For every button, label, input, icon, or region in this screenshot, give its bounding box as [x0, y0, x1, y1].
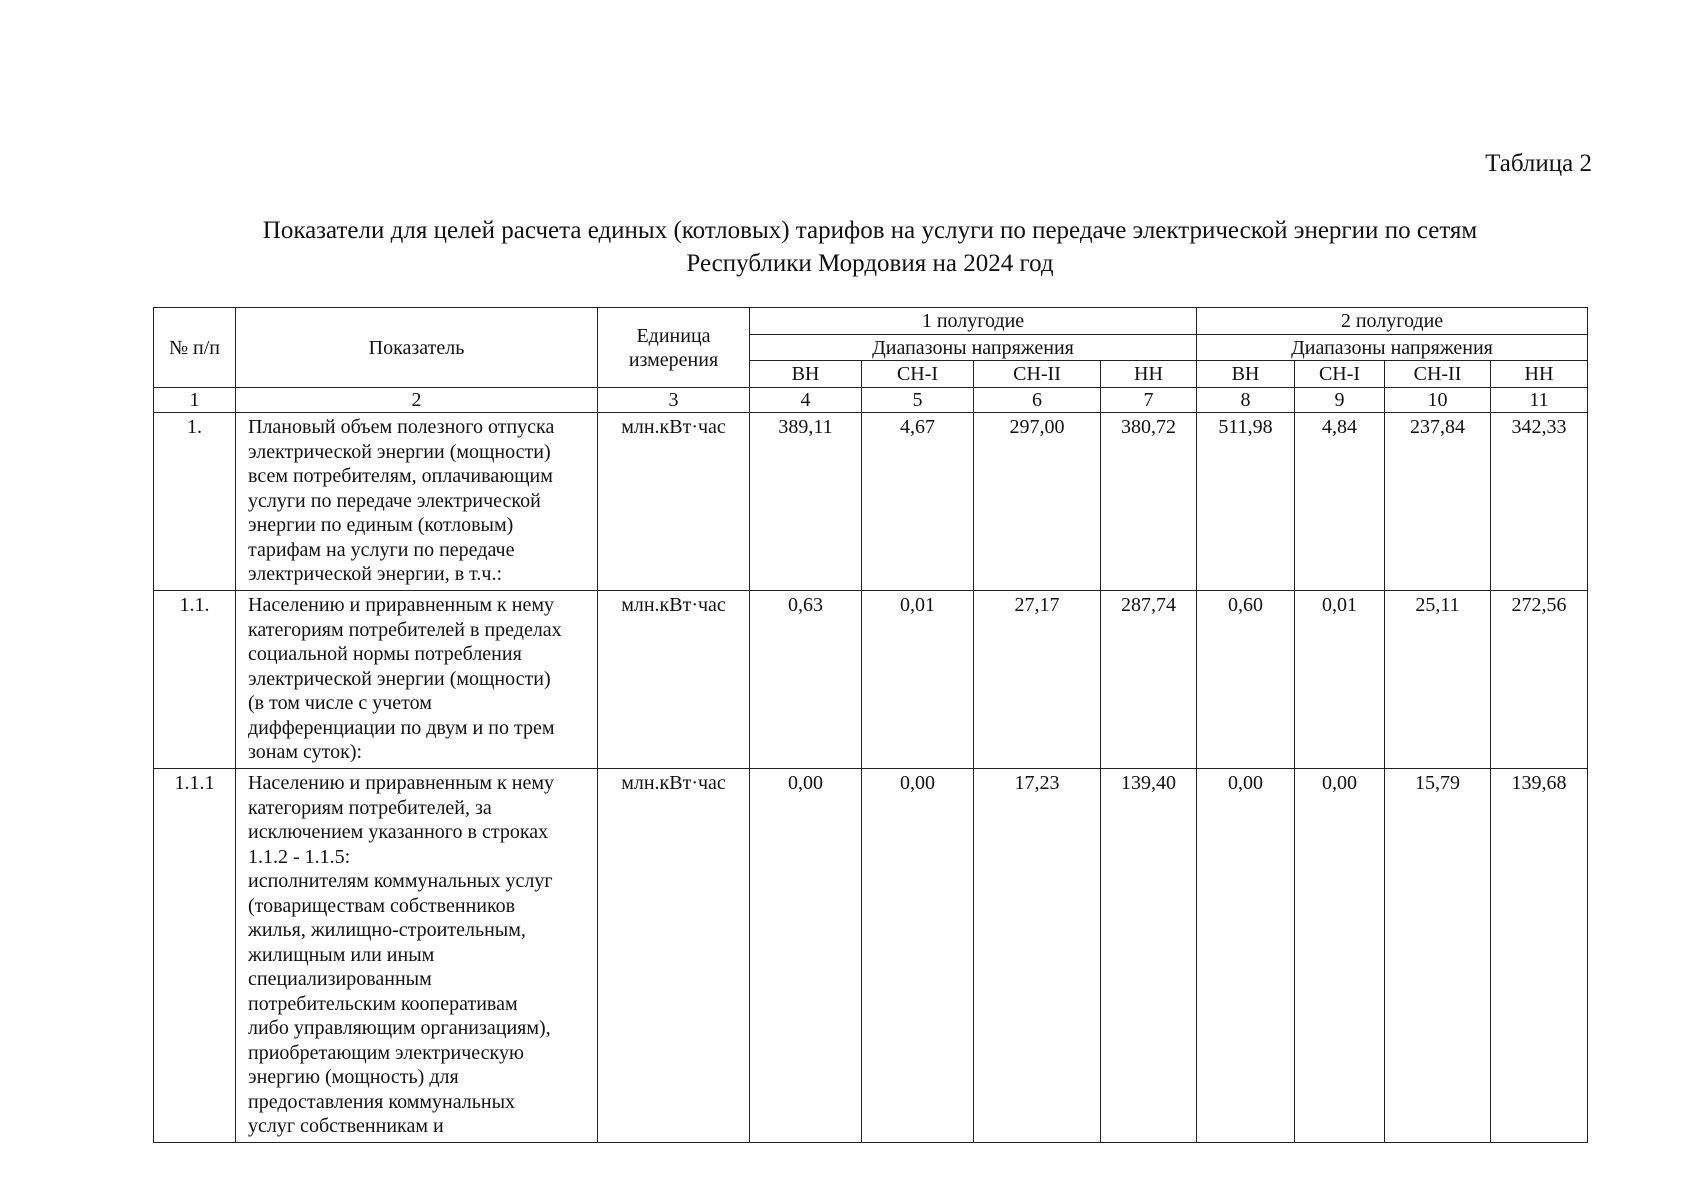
description-line: предоставления коммунальных: [248, 1090, 516, 1113]
description-line: жилья, жилищно-строительным,: [248, 919, 526, 941]
value-h1-sn1: 4,67: [862, 413, 974, 591]
row-unit: млн.кВт·час: [598, 413, 750, 591]
description-line: зонам суток):: [248, 741, 363, 763]
table-label: Таблица 2: [1485, 150, 1592, 177]
row-description: [236, 413, 598, 591]
header-level-sn2-2: СН-II: [1385, 361, 1491, 388]
description-line: социальной нормы потребления: [248, 643, 522, 665]
description-line: энергии по единым (котловым): [248, 514, 514, 536]
row-number: 1.1.: [154, 591, 236, 769]
value-h2-sn1: 0,00: [1295, 769, 1385, 1143]
row-unit: млн.кВт·час: [598, 591, 750, 769]
description-line: исключением указанного в строках: [248, 821, 549, 843]
header-col-unit: Единица измерения: [598, 308, 750, 388]
description-line: электрической энергии (мощности): [248, 667, 551, 690]
column-number: 10: [1385, 388, 1491, 413]
tariff-indicators-table: [153, 307, 1588, 1143]
value-h2-vn: 511,98: [1197, 413, 1295, 591]
row-number: 1.1.1: [154, 769, 236, 1143]
description-line: энергию (мощность) для: [248, 1066, 459, 1088]
column-number: 4: [750, 388, 862, 413]
description-line: 1.1.2 - 1.1.5:: [248, 845, 351, 868]
description-line: специализированным: [248, 968, 432, 990]
column-number: 7: [1101, 388, 1197, 413]
row-unit: млн.кВт·час: [598, 769, 750, 1143]
value-h1-vn: 389,11: [750, 413, 862, 591]
column-numbers-row: [154, 388, 1588, 413]
column-number: 5: [862, 388, 974, 413]
document-title-line-2: Республики Мордовия на 2024 год: [686, 250, 1054, 277]
header-voltage-ranges-1: Диапазоны напряжения: [750, 335, 1197, 361]
value-h1-sn1: 0,00: [862, 769, 974, 1143]
column-number: 3: [598, 388, 750, 413]
value-h1-vn: 0,63: [750, 591, 862, 769]
column-number: 8: [1197, 388, 1295, 413]
value-h1-nn: 287,74: [1101, 591, 1197, 769]
description-line: электрической энергии, в т.ч.:: [248, 563, 503, 585]
description-line: (в том числе с учетом: [248, 692, 432, 714]
value-h1-sn2: 27,17: [974, 591, 1101, 769]
value-h2-sn1: 0,01: [1295, 591, 1385, 769]
value-h1-sn2: 297,00: [974, 413, 1101, 591]
description-line: приобретающим электрическую: [248, 1041, 524, 1064]
description-line: жилищным или иным: [248, 943, 435, 966]
description-line: тарифам на услуги по передаче: [248, 538, 515, 561]
column-number: 9: [1295, 388, 1385, 413]
document-title: [150, 214, 1590, 280]
value-h2-nn: 139,68: [1491, 769, 1588, 1143]
description-line: Плановый объем полезного отпуска: [248, 416, 555, 438]
description-line: электрической энергии (мощности): [248, 440, 551, 463]
description-line: либо управляющим организациям),: [248, 1017, 551, 1039]
description-line: всем потребителям, оплачивающим: [248, 465, 553, 487]
value-h2-nn: 272,56: [1491, 591, 1588, 769]
value-h2-sn2: 15,79: [1385, 769, 1491, 1143]
row-description: [236, 591, 598, 769]
value-h1-vn: 0,00: [750, 769, 862, 1143]
value-h1-nn: 380,72: [1101, 413, 1197, 591]
description-line: исполнителям коммунальных услуг: [248, 870, 553, 892]
row-description: [236, 769, 598, 1143]
description-line: категориям потребителей, за: [248, 796, 492, 819]
description-line: (товариществам собственников: [248, 894, 516, 917]
column-number: 2: [236, 388, 598, 413]
value-h2-sn1: 4,84: [1295, 413, 1385, 591]
table-row: [154, 769, 1588, 1143]
value-h2-sn2: 25,11: [1385, 591, 1491, 769]
table-row: [154, 591, 1588, 769]
value-h2-nn: 342,33: [1491, 413, 1588, 591]
description-line: Населению и приравненным к нему: [248, 594, 554, 616]
value-h2-vn: 0,60: [1197, 591, 1295, 769]
header-level-sn2-1: СН-II: [974, 361, 1101, 388]
column-number: 1: [154, 388, 236, 413]
description-line: услуги по передаче электрической: [248, 489, 541, 512]
header-level-nn-1: НН: [1101, 361, 1197, 388]
column-number: 6: [974, 388, 1101, 413]
header-col-indicator: Показатель: [236, 308, 598, 388]
column-number: 11: [1491, 388, 1588, 413]
header-level-sn1-2: СН-I: [1295, 361, 1385, 388]
description-line: категориям потребителей в пределах: [248, 618, 562, 641]
document-title-line-1: Показатели для целей расчета единых (котловых) тарифов на услуги по передаче электрической энергии по сетям: [262, 217, 1478, 244]
header-half-2: 2 полугодие: [1197, 308, 1588, 335]
header-half-1: 1 полугодие: [750, 308, 1197, 335]
value-h2-sn2: 237,84: [1385, 413, 1491, 591]
value-h1-sn1: 0,01: [862, 591, 974, 769]
header-level-sn1-1: СН-I: [862, 361, 974, 388]
header-voltage-ranges-2: Диапазоны напряжения: [1197, 335, 1588, 361]
table-row: [154, 413, 1588, 591]
header-col-num: № п/п: [154, 308, 236, 388]
header-level-nn-2: НН: [1491, 361, 1588, 388]
header-level-vn-2: ВН: [1197, 361, 1295, 388]
description-line: услуг собственникам и: [248, 1115, 444, 1137]
description-line: Населению и приравненным к нему: [248, 772, 554, 794]
description-line: дифференциации по двум и по трем: [248, 716, 555, 739]
value-h1-nn: 139,40: [1101, 769, 1197, 1143]
value-h1-sn2: 17,23: [974, 769, 1101, 1143]
description-line: потребительским кооперативам: [248, 992, 518, 1015]
value-h2-vn: 0,00: [1197, 769, 1295, 1143]
header-level-vn-1: ВН: [750, 361, 862, 388]
row-number: 1.: [154, 413, 236, 591]
